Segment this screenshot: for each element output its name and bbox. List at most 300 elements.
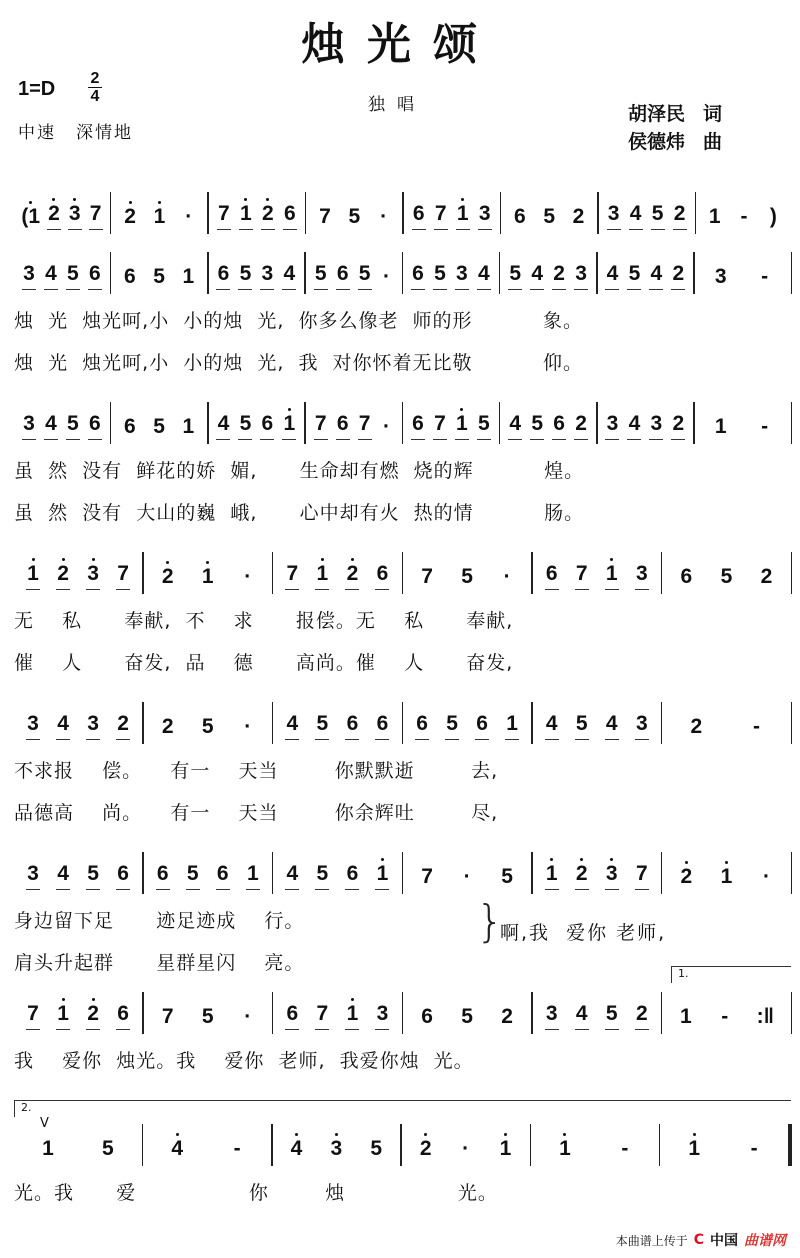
note: 5 <box>86 861 100 890</box>
measure <box>696 178 792 230</box>
note: 4 <box>56 861 70 890</box>
note: 2 <box>47 201 61 230</box>
note: 2 <box>124 205 136 228</box>
note: 4 <box>290 1137 303 1160</box>
note: 3 <box>574 261 588 290</box>
measure <box>14 388 110 440</box>
measure <box>209 238 305 290</box>
measure <box>500 388 596 440</box>
lyric-line: 催 人 奋发, 品 德 高尚。催 人 奋发, <box>14 651 514 674</box>
note: 5 <box>238 411 252 440</box>
note: 4 <box>282 261 296 290</box>
note: 1 <box>679 1005 692 1028</box>
lyric-line: 无 私 奉献, 不 求 报偿。无 私 奉献, <box>14 609 514 632</box>
note: · <box>462 1137 470 1160</box>
note: 1 <box>42 1137 54 1160</box>
note: 6 <box>260 411 274 440</box>
note: 2 <box>680 865 693 888</box>
note: 4 <box>216 411 230 440</box>
system-verse-a <box>14 238 792 376</box>
expression-text: 深情地 <box>76 123 133 143</box>
system-verse-b <box>14 388 792 526</box>
note: 5 <box>461 565 473 588</box>
note: · <box>503 565 511 588</box>
lyric-brace: } <box>476 896 504 947</box>
measure <box>533 688 661 740</box>
site-name-part1: 中国 <box>710 1233 738 1249</box>
note: 2 <box>671 411 685 440</box>
note: 4 <box>285 861 299 890</box>
note: · <box>244 565 252 588</box>
measure <box>662 978 790 1030</box>
note: 2 <box>261 201 275 230</box>
note: 5 <box>314 261 328 290</box>
note: 3 <box>68 201 82 230</box>
note: 3 <box>478 201 492 230</box>
note: 5 <box>358 261 372 290</box>
note: 7 <box>575 561 589 590</box>
note: · <box>383 415 391 438</box>
lyric-line: 烛 光 烛光呵,小 小的烛 光, 我 对你怀着无比敬 仰。 <box>14 351 583 374</box>
shared-lyric: 啊,我 爱你 老师, <box>500 922 667 944</box>
note: 1 <box>201 565 214 588</box>
note: 3 <box>607 201 621 230</box>
note: 5 <box>101 1137 114 1160</box>
note: 2 <box>501 1005 513 1028</box>
note: 6 <box>411 411 425 440</box>
note: 4 <box>629 201 643 230</box>
note: 2 <box>86 1001 100 1030</box>
lyric-line: 虽 然 没有 鲜花的娇 媚, 生命却有燃 烧的辉 煌。 <box>14 459 585 482</box>
note: 4 <box>575 1001 589 1030</box>
note: · <box>244 715 252 738</box>
measure <box>402 1110 530 1162</box>
measure <box>306 238 402 290</box>
note: 2 <box>673 201 687 230</box>
note: - <box>740 205 748 228</box>
measure <box>599 178 695 230</box>
note: 1 <box>246 861 260 890</box>
note: 3 <box>375 1001 389 1030</box>
credits <box>628 100 722 156</box>
note: 5 <box>315 711 329 740</box>
measure <box>695 238 791 290</box>
measure <box>662 538 790 590</box>
note: 4 <box>605 711 619 740</box>
lyric-line: 我 爱你 烛光。我 爱你 老师, 我爱你烛 光。 <box>14 1049 474 1072</box>
measure <box>662 688 790 740</box>
note: 1 <box>708 205 721 228</box>
note: 4 <box>44 261 58 290</box>
system-chorus-d <box>14 967 792 1074</box>
note: 1 <box>455 411 469 440</box>
performance-type: 独唱 <box>368 95 426 115</box>
note: 6 <box>345 861 359 890</box>
note: 1 <box>688 1137 701 1160</box>
note: 5 <box>651 201 665 230</box>
site-logo-icon: C <box>693 1232 704 1248</box>
note: · <box>383 265 391 288</box>
measure <box>533 838 661 890</box>
note: 5 <box>477 411 491 440</box>
measure <box>531 1110 659 1162</box>
note: 2 <box>345 561 359 590</box>
measure <box>111 178 207 230</box>
composer-role: 曲 <box>703 131 723 153</box>
note: 2 <box>572 205 585 228</box>
measure <box>111 388 207 440</box>
measure <box>273 538 401 590</box>
note: 6 <box>421 1005 433 1028</box>
note: 5 <box>153 265 165 288</box>
measure <box>14 978 142 1030</box>
note: 7 <box>217 201 231 230</box>
note: 2 <box>161 715 174 738</box>
note: (1 <box>21 205 41 228</box>
staff-line <box>14 388 792 440</box>
note: 2 <box>56 561 70 590</box>
note: 4 <box>171 1137 184 1160</box>
measure <box>14 238 110 290</box>
barline <box>788 1124 792 1166</box>
note: 5 <box>186 861 200 890</box>
note: 4 <box>545 711 559 740</box>
note: 3 <box>260 261 274 290</box>
measure <box>143 1110 271 1162</box>
note: 5 <box>575 711 589 740</box>
tempo-text: 中速 <box>18 123 56 143</box>
note: 7 <box>434 201 448 230</box>
note: 7 <box>315 1001 329 1030</box>
note: · <box>244 1005 252 1028</box>
note: 1 <box>345 1001 359 1030</box>
note: 1 <box>499 1137 512 1160</box>
note: 3 <box>649 411 663 440</box>
note: 4 <box>508 411 522 440</box>
note: 1 <box>282 411 296 440</box>
note: 6 <box>88 411 102 440</box>
measure <box>660 1110 788 1162</box>
note: 4 <box>530 261 544 290</box>
time-signature-top: 2 <box>90 70 100 87</box>
upload-note: 本曲谱上传于 <box>615 1233 688 1248</box>
note: 3 <box>635 561 649 590</box>
note: 1 <box>26 561 40 590</box>
measure <box>273 838 401 890</box>
note: 1 <box>315 561 329 590</box>
note: 6 <box>411 261 425 290</box>
note: 1 <box>605 561 619 590</box>
note: 2 <box>574 411 588 440</box>
note: 6 <box>375 561 389 590</box>
note: 6 <box>283 201 297 230</box>
note: 5 <box>315 861 329 890</box>
note: 1 <box>720 865 733 888</box>
staff-line <box>14 838 792 890</box>
measure <box>111 238 207 290</box>
note: 6 <box>116 1001 130 1030</box>
measure <box>403 538 531 590</box>
note: 3 <box>545 1001 559 1030</box>
note: 6 <box>514 205 526 228</box>
note: 6 <box>552 411 566 440</box>
note: 7 <box>421 565 433 588</box>
measure <box>209 178 305 230</box>
note: 4 <box>627 411 641 440</box>
note: 4 <box>605 261 619 290</box>
measure <box>209 388 305 440</box>
note: 5 <box>238 261 252 290</box>
note: 5 <box>348 205 361 228</box>
note: 6 <box>680 565 693 588</box>
lyric-line: 烛 光 烛光呵,小 小的烛 光, 你多么像老 师的形 象。 <box>14 309 583 332</box>
note: 5 <box>461 1005 473 1028</box>
note: 3 <box>86 561 100 590</box>
site-name-part2: 曲谱网 <box>744 1233 786 1249</box>
volta-bracket: 1. <box>671 966 791 983</box>
note: 6 <box>336 261 350 290</box>
note: 4 <box>649 261 663 290</box>
lyric-line: 身边留下足 迹足迹成 行。 <box>14 909 305 932</box>
time-signature <box>88 70 102 105</box>
lyric-line: 品德高 尚。 有一 天当 你余辉吐 尽, <box>14 801 499 824</box>
note: 7 <box>26 1001 40 1030</box>
note: 6 <box>415 711 429 740</box>
note: · <box>463 865 471 888</box>
note: ) <box>769 205 777 228</box>
note: 2 <box>690 715 703 738</box>
note: - <box>621 1137 629 1160</box>
staff-line <box>14 238 792 290</box>
lyric-line: 光。我 爱 你 烛 光。 <box>14 1181 498 1204</box>
staff-line <box>14 978 792 1030</box>
note: 1 <box>182 415 195 438</box>
note: 2 <box>671 261 685 290</box>
note: 4 <box>477 261 491 290</box>
measure <box>533 538 661 590</box>
measure <box>404 178 500 230</box>
note: 7 <box>116 561 130 590</box>
note: 6 <box>124 265 136 288</box>
measure <box>14 688 142 740</box>
note: - <box>761 265 769 288</box>
lyricist-name: 胡泽民 <box>628 103 686 125</box>
note: 3 <box>605 411 619 440</box>
note: 3 <box>635 711 649 740</box>
note: · <box>185 205 193 228</box>
note: 3 <box>22 411 36 440</box>
note: 3 <box>26 711 40 740</box>
measure <box>403 978 531 1030</box>
staff-line <box>14 538 792 590</box>
composer-name: 侯德炜 <box>628 131 686 153</box>
note: 6 <box>216 261 230 290</box>
note: - <box>761 415 769 438</box>
note: 7 <box>433 411 447 440</box>
note: 5 <box>153 415 165 438</box>
staff-line <box>14 688 792 740</box>
measure <box>403 838 531 890</box>
tempo-marking <box>18 118 133 143</box>
note: 1 <box>375 861 389 890</box>
note: 5 <box>66 411 80 440</box>
note: 1 <box>545 861 559 890</box>
note: · <box>380 205 388 228</box>
note: - <box>233 1137 241 1160</box>
lyric-line: 虽 然 没有 大山的巍 峨, 心中却有火 热的情 肠。 <box>14 501 585 524</box>
note: 7 <box>314 411 328 440</box>
note: 7 <box>285 561 299 590</box>
note: 1 <box>56 1001 70 1030</box>
note: 4 <box>56 711 70 740</box>
source-footer <box>616 1230 786 1250</box>
note: 3 <box>86 711 100 740</box>
note: 2 <box>419 1137 432 1160</box>
note: 7 <box>421 865 433 888</box>
volta-bracket: 2. <box>14 1100 791 1117</box>
barline <box>791 402 793 444</box>
measure <box>598 238 694 290</box>
note: 4 <box>285 711 299 740</box>
note: 7 <box>358 411 372 440</box>
note: 2 <box>760 565 773 588</box>
barline <box>791 252 793 294</box>
measure <box>500 238 596 290</box>
note: 3 <box>714 265 727 288</box>
measure <box>273 688 401 740</box>
measure <box>144 538 272 590</box>
note: 3 <box>455 261 469 290</box>
measure <box>14 538 142 590</box>
note: 6 <box>124 415 136 438</box>
measure <box>273 978 401 1030</box>
measure <box>144 978 272 1030</box>
note: 2 <box>116 711 130 740</box>
note: 6 <box>88 261 102 290</box>
note: 6 <box>412 201 426 230</box>
measure <box>662 838 790 890</box>
note: 5 <box>201 715 214 738</box>
note: 1 <box>714 415 727 438</box>
measure <box>306 388 402 440</box>
note: 6 <box>345 711 359 740</box>
note: - <box>721 1005 729 1028</box>
note: 6 <box>336 411 350 440</box>
note: 1 <box>456 201 470 230</box>
barline <box>791 702 793 744</box>
measure <box>14 1110 142 1162</box>
note: 5 <box>530 411 544 440</box>
note: 3 <box>22 261 36 290</box>
composer-credit <box>628 128 722 156</box>
note: 6 <box>475 711 489 740</box>
note: 5 <box>508 261 522 290</box>
note: 3 <box>605 861 619 890</box>
note: 5 <box>370 1137 383 1160</box>
note: 5 <box>201 1005 214 1028</box>
note: 5 <box>720 565 733 588</box>
time-signature-bottom: 4 <box>90 88 100 105</box>
note: 1 <box>559 1137 571 1160</box>
measure <box>695 388 791 440</box>
note: 7 <box>161 1005 174 1028</box>
note: 5 <box>66 261 80 290</box>
system-chorus-b <box>14 688 792 826</box>
measure <box>403 388 499 440</box>
measure <box>501 178 597 230</box>
lyricist-role: 词 <box>703 103 723 125</box>
lyric-line: 不求报 偿。 有一 天当 你默默逝 去, <box>14 759 499 782</box>
staff-line <box>14 178 792 230</box>
note: 5 <box>605 1001 619 1030</box>
note: 6 <box>545 561 559 590</box>
note: 5 <box>433 261 447 290</box>
barline <box>791 992 793 1034</box>
measure <box>598 388 694 440</box>
note: 6 <box>156 861 170 890</box>
note: :‖ <box>756 1005 775 1028</box>
note: 5 <box>445 711 459 740</box>
lyricist-credit <box>628 100 722 128</box>
note: 2 <box>161 565 174 588</box>
system-chorus-c <box>14 838 792 976</box>
lyric-line: 肩头升起群 星群星闪 亮。 <box>14 951 305 974</box>
barline <box>791 852 793 894</box>
note: 6 <box>216 861 230 890</box>
measure <box>533 978 661 1030</box>
note: 1 <box>239 201 253 230</box>
note: 2 <box>552 261 566 290</box>
system-intro <box>14 178 792 230</box>
note: 3 <box>330 1137 343 1160</box>
measure <box>14 838 142 890</box>
barline <box>791 552 793 594</box>
note: 5 <box>627 261 641 290</box>
key-signature: 1=D <box>18 78 56 100</box>
note: 1 <box>505 711 519 740</box>
note: · <box>762 865 770 888</box>
note: - <box>752 715 760 738</box>
note: 5 <box>543 205 555 228</box>
measure <box>144 688 272 740</box>
measure <box>403 688 531 740</box>
note: 7 <box>89 201 103 230</box>
note: 6 <box>375 711 389 740</box>
note: 1 <box>182 265 195 288</box>
note: 5 <box>501 865 513 888</box>
score-title: 烛光颂 <box>301 19 499 70</box>
note: 7 <box>319 205 331 228</box>
system-ending <box>14 1101 792 1206</box>
measure <box>403 238 499 290</box>
measure <box>14 178 110 230</box>
note: 2 <box>575 861 589 890</box>
note: 7 <box>635 861 649 890</box>
note: 2 <box>635 1001 649 1030</box>
measure <box>273 1110 401 1162</box>
note: 6 <box>116 861 130 890</box>
breath-mark-icon: V <box>40 1116 49 1131</box>
note: 6 <box>285 1001 299 1030</box>
system-chorus-a <box>14 538 792 676</box>
note: 4 <box>44 411 58 440</box>
note: - <box>750 1137 758 1160</box>
note: 1 <box>153 205 166 228</box>
measure <box>306 178 402 230</box>
staff-line <box>14 1110 792 1162</box>
measure <box>144 838 272 890</box>
note: 3 <box>26 861 40 890</box>
